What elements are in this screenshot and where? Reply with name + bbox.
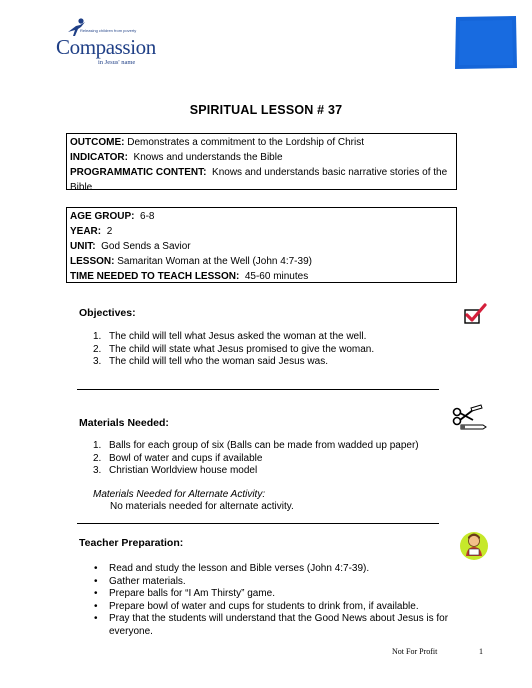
lesson-info-box xyxy=(66,207,457,283)
preparation-heading: Teacher Preparation: xyxy=(79,537,184,549)
time-label: TIME NEEDED TO TEACH LESSON: xyxy=(70,271,240,282)
year-label: YEAR: xyxy=(70,226,102,237)
section-divider xyxy=(77,389,439,390)
list-item: • Gather materials. xyxy=(94,575,186,587)
list-item: 1. Balls for each group of six (Balls can be made from wadded up paper) xyxy=(93,440,419,451)
scissors-pencil-icon xyxy=(451,404,487,430)
indicator-value: Knows and understands the Bible xyxy=(133,152,283,163)
indicator-row xyxy=(70,150,453,165)
list-item: • Prepare balls for “I Am Thirsty” game. xyxy=(94,588,275,599)
lesson-label: LESSON: xyxy=(70,256,115,267)
page-number: 1 xyxy=(479,647,483,656)
materials-heading: Materials Needed: xyxy=(79,417,169,429)
objectives-heading: Objectives: xyxy=(79,307,136,319)
logo-subline: in Jesus' name xyxy=(98,59,136,66)
year-value: 2 xyxy=(106,226,113,237)
list-item: 2. Bowl of water and cups if available xyxy=(93,452,263,464)
age-group-value: 6-8 xyxy=(140,211,155,222)
lesson-value: Samaritan Woman at the Well (John 4:7-39) xyxy=(117,256,312,267)
objectives-list xyxy=(93,331,374,369)
indicator-label: INDICATOR: xyxy=(70,152,128,163)
list-item: 1. The child will tell what Jesus asked the woman at the well. xyxy=(93,331,367,342)
time-value: 45-60 minutes xyxy=(244,271,309,282)
materials-list xyxy=(93,440,419,478)
compassion-logo xyxy=(56,18,166,68)
list-item: • Read and study the lesson and Bible verses (John 4:7-39). xyxy=(94,563,370,574)
list-item: • Prepare bowl of water and cups for students to drink from, if available. xyxy=(94,600,419,612)
section-divider xyxy=(77,523,439,524)
outcome-value: Demonstrates a commitment to the Lordship of Christ xyxy=(127,137,364,148)
preparation-list xyxy=(93,563,454,638)
alternate-materials-title: Materials Needed for Alternate Activity: xyxy=(93,489,266,500)
age-group-label: AGE GROUP: xyxy=(70,211,135,222)
alternate-materials-text: No materials needed for alternate activity. xyxy=(110,501,294,512)
year-row xyxy=(70,224,453,239)
unit-row xyxy=(70,239,453,254)
blue-square-graphic xyxy=(454,15,518,70)
lesson-row xyxy=(70,254,453,269)
programmatic-value: Knows and understands basic narrative stories of the Bible xyxy=(70,167,448,193)
list-item: 3. The child will tell who the woman said Jesus was. xyxy=(93,356,328,367)
list-item: • Pray that the students will understand that the Good News about Jesus is for everyone. xyxy=(94,613,449,637)
age-group-row xyxy=(70,209,453,224)
teacher-reading-icon xyxy=(459,530,489,562)
checkbox-check-icon xyxy=(463,303,487,325)
logo-tagline: Releasing children from poverty xyxy=(80,28,137,33)
outcome-label: OUTCOME: xyxy=(70,137,125,148)
list-item: 2. The child will state what Jesus promised to give the woman. xyxy=(93,343,375,355)
list-item: 3. Christian Worldview house model xyxy=(93,465,258,476)
unit-value: God Sends a Savior xyxy=(101,241,191,252)
programmatic-row xyxy=(70,165,453,195)
footer-text: Not For Profit xyxy=(392,647,438,656)
unit-label: UNIT: xyxy=(70,241,96,252)
programmatic-label: PROGRAMMATIC CONTENT: xyxy=(70,167,207,178)
outcome-row xyxy=(70,135,453,150)
outcome-box xyxy=(66,133,457,193)
page-title: SPIRITUAL LESSON # 37 xyxy=(189,103,343,117)
logo-wordmark: Compassion xyxy=(56,35,156,59)
time-row xyxy=(70,269,453,284)
